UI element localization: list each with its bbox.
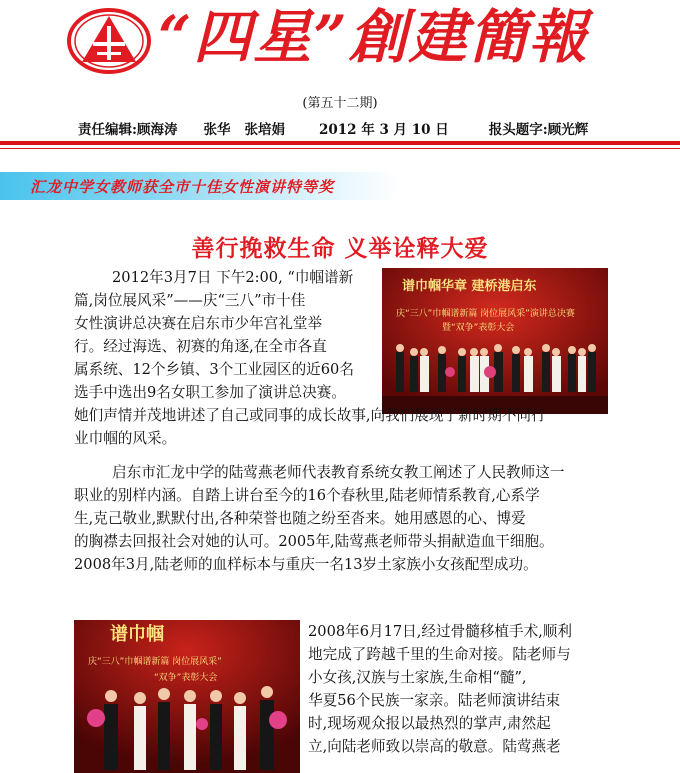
photo2-banner-main: 庆“三八”巾帼谱新篇 岗位展风采” bbox=[88, 657, 222, 667]
issue-date: 2012 年 3 月 10 日 bbox=[318, 122, 449, 138]
section-banner bbox=[0, 172, 400, 200]
credits-line bbox=[78, 118, 598, 138]
text-line: 属系统、12个乡镇、3个工业园区的近60名 bbox=[74, 361, 354, 378]
section-banner-text: 汇龙中学女教师获全市十佳女性演讲特等奖 bbox=[30, 178, 335, 196]
calligraphy-credit: 报头题字:顾光辉 bbox=[488, 122, 589, 138]
text-line: 行。经过海选、初赛的角逐,在全市各直 bbox=[74, 338, 327, 355]
text-line: 地完成了跨越千里的生命对接。陆老师与 bbox=[308, 646, 571, 663]
text-line: 业巾帼的风采。 bbox=[74, 430, 177, 447]
text-line: 职业的别样内涵。自踏上讲台至今的16个春秋里,陆老师情系教育,心系学 bbox=[74, 487, 540, 504]
masthead-rule bbox=[0, 141, 680, 145]
issue-number: (第五十二期) bbox=[302, 96, 378, 111]
text-line: 选手中选出9名女职工参加了演讲总决赛。 bbox=[74, 384, 346, 401]
photo2-banner-sub: “双争”表彰大会 bbox=[154, 673, 218, 683]
text-line: 2008年6月17日,经过骨髓移植手术,顺利 bbox=[308, 623, 572, 640]
newspaper-logo bbox=[66, 6, 152, 76]
text-line: 小女孩,汉族与土家族,生命相“髓”, bbox=[308, 669, 527, 686]
text-line: 的胸襟去回报社会对她的认可。2005年,陆莺燕老师带头捐献造血干细胞。 bbox=[74, 533, 554, 550]
event-photo-speakers bbox=[74, 620, 300, 773]
photo1-banner-main: 庆“三八”巾帼谱新篇 岗位展风采”演讲总决赛 bbox=[396, 309, 575, 319]
text-line: 立,向陆老师致以崇高的敬意。陆莺燕老 bbox=[308, 738, 561, 755]
text-line: 2012年3月7日 下午2:00, “巾帼谱新 bbox=[112, 269, 354, 286]
text-line: 2008年3月,陆老师的血样标本与重庆一名13岁土家族小女孩配型成功。 bbox=[74, 556, 538, 573]
photo1-banner-sub: 暨“双争”表彰大会 bbox=[442, 323, 515, 333]
editor-name: 张培娟 bbox=[244, 122, 285, 138]
photo1-banner-top: 谱巾帼华章 建桥港启东 bbox=[402, 279, 537, 294]
text-line: 启东市汇龙中学的陆莺燕老师代表教育系统女教工阐述了人民教师这一 bbox=[112, 464, 565, 481]
editor-name: 顾海涛 bbox=[136, 122, 178, 138]
text-line: 生,克己敬业,默默付出,各种荣誉也随之纷至沓来。她用感恩的心、博爱 bbox=[74, 510, 526, 527]
article-headline: 善行挽救生命 义举诠释大爱 bbox=[191, 235, 489, 262]
masthead-rule-thin bbox=[0, 148, 680, 149]
text-line: 篇,岗位展风采”——庆“三八”市十佳 bbox=[74, 292, 306, 309]
text-line: 她们声情并茂地讲述了自己或同事的成长故事,向我们展现了新时期不同行 bbox=[74, 407, 546, 424]
text-line: 华夏56个民族一家亲。陆老师演讲结束 bbox=[308, 692, 561, 709]
editor-label: 责任编辑: bbox=[78, 122, 137, 138]
photo2-banner-top: 谱巾帼 bbox=[110, 624, 164, 645]
masthead bbox=[0, 0, 680, 90]
text-line: 女性演讲总决赛在启东市少年宫礼堂举 bbox=[74, 315, 323, 332]
editor-name: 张华 bbox=[203, 122, 231, 138]
masthead-title: “四星”創建簡報 bbox=[158, 3, 589, 71]
text-line: 时,现场观众报以最热烈的掌声,肃然起 bbox=[308, 715, 551, 732]
event-photo-stage bbox=[382, 268, 608, 414]
